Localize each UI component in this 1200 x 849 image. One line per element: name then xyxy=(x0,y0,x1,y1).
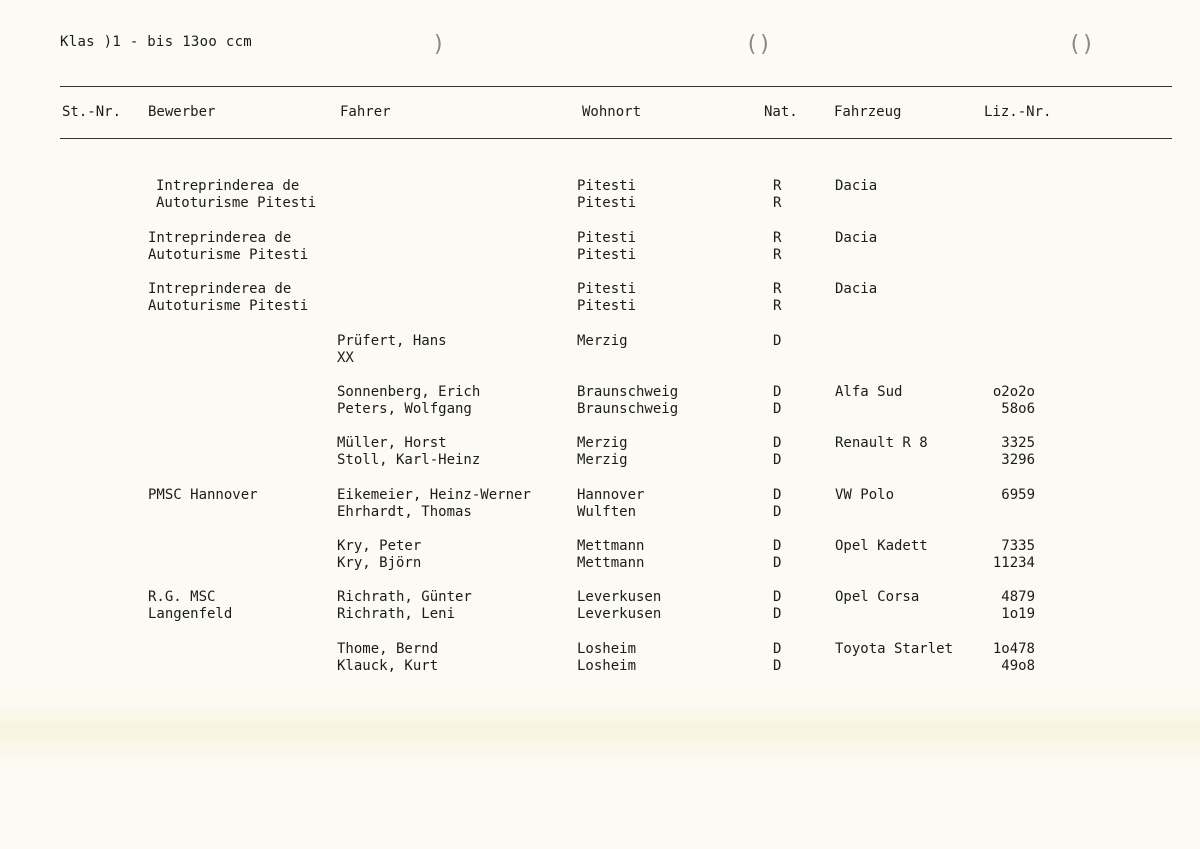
liz-nr-cell: 4879 xyxy=(1001,589,1035,605)
nat-cell: R xyxy=(773,230,782,246)
nat-cell: D xyxy=(773,538,782,554)
bewerber-cell: Intreprinderea de xyxy=(156,178,300,194)
liz-nr-cell: o2o2o xyxy=(992,384,1035,400)
wohnort-cell: Leverkusen xyxy=(577,589,662,605)
fahrer-cell: Richrath, Leni xyxy=(337,606,456,622)
liz-nr-cell: 49o8 xyxy=(1001,658,1035,674)
bewerber-cell: Autoturisme Pitesti xyxy=(148,298,309,314)
wohnort-cell: Braunschweig xyxy=(577,401,679,417)
header-wohnort: Wohnort xyxy=(582,104,642,120)
liz-nr-cell: 6959 xyxy=(1001,487,1035,503)
nat-cell: R xyxy=(773,178,782,194)
fahrzeug-cell: Dacia xyxy=(835,281,878,297)
nat-cell: D xyxy=(773,504,782,520)
nat-cell: D xyxy=(773,555,782,571)
wohnort-cell: Pitesti xyxy=(577,230,637,246)
nat-cell: D xyxy=(773,401,782,417)
liz-nr-cell: 1o478 xyxy=(992,641,1035,657)
fahrzeug-cell: Dacia xyxy=(835,178,878,194)
punch-hole-mark: () xyxy=(745,32,772,57)
nat-cell: R xyxy=(773,281,782,297)
wohnort-cell: Braunschweig xyxy=(577,384,679,400)
paper-stain xyxy=(0,700,1200,760)
bewerber-cell: PMSC Hannover xyxy=(148,487,258,503)
fahrer-cell: Stoll, Karl-Heinz xyxy=(337,452,481,468)
bewerber-cell: Langenfeld xyxy=(148,606,233,622)
wohnort-cell: Losheim xyxy=(577,641,637,657)
header-fahrer: Fahrer xyxy=(340,104,391,120)
nat-cell: D xyxy=(773,658,782,674)
nat-cell: D xyxy=(773,384,782,400)
header-bewerber: Bewerber xyxy=(148,104,216,120)
fahrer-cell: Thome, Bernd xyxy=(337,641,439,657)
nat-cell: D xyxy=(773,487,782,503)
wohnort-cell: Pitesti xyxy=(577,178,637,194)
fahrzeug-cell: VW Polo xyxy=(835,487,895,503)
header-liz-nr: Liz.-Nr. xyxy=(984,104,1052,120)
nat-cell: R xyxy=(773,247,782,263)
punch-hole-mark: ) xyxy=(432,32,446,57)
header-fahrzeug: Fahrzeug xyxy=(834,104,902,120)
fahrer-cell: Ehrhardt, Thomas xyxy=(337,504,472,520)
wohnort-cell: Mettmann xyxy=(577,538,645,554)
punch-hole-mark: () xyxy=(1068,32,1095,57)
nat-cell: D xyxy=(773,641,782,657)
fahrer-cell: Klauck, Kurt xyxy=(337,658,439,674)
fahrzeug-cell: Opel Corsa xyxy=(835,589,920,605)
liz-nr-cell: 3296 xyxy=(1001,452,1035,468)
liz-nr-cell: 1o19 xyxy=(1001,606,1035,622)
wohnort-cell: Pitesti xyxy=(577,298,637,314)
fahrer-cell: Prüfert, Hans xyxy=(337,333,447,349)
wohnort-cell: Merzig xyxy=(577,435,628,451)
header-st-nr: St.-Nr. xyxy=(62,104,122,120)
nat-cell: R xyxy=(773,298,782,314)
liz-nr-cell: 58o6 xyxy=(1001,401,1035,417)
wohnort-cell: Leverkusen xyxy=(577,606,662,622)
liz-nr-cell: 3325 xyxy=(1001,435,1035,451)
header-top-rule xyxy=(60,86,1172,87)
bewerber-cell: Intreprinderea de xyxy=(148,230,292,246)
fahrer-cell: Richrath, Günter xyxy=(337,589,472,605)
liz-nr-cell: 7335 xyxy=(1001,538,1035,554)
liz-nr-cell: 11234 xyxy=(992,555,1035,571)
fahrer-cell: Sonnenberg, Erich xyxy=(337,384,481,400)
wohnort-cell: Merzig xyxy=(577,333,628,349)
fahrer-cell: Peters, Wolfgang xyxy=(337,401,472,417)
nat-cell: D xyxy=(773,589,782,605)
bewerber-cell: Autoturisme Pitesti xyxy=(148,247,309,263)
nat-cell: D xyxy=(773,452,782,468)
fahrer-cell: Eikemeier, Heinz-Werner xyxy=(337,487,531,503)
wohnort-cell: Pitesti xyxy=(577,195,637,211)
nat-cell: D xyxy=(773,606,782,622)
fahrer-cell: Müller, Horst xyxy=(337,435,447,451)
header-nat: Nat. xyxy=(764,104,798,120)
nat-cell: R xyxy=(773,195,782,211)
bewerber-cell: R.G. MSC xyxy=(148,589,216,605)
wohnort-cell: Losheim xyxy=(577,658,637,674)
nat-cell: D xyxy=(773,435,782,451)
fahrer-cell: Kry, Björn xyxy=(337,555,422,571)
wohnort-cell: Mettmann xyxy=(577,555,645,571)
fahrzeug-cell: Renault R 8 xyxy=(835,435,928,451)
wohnort-cell: Merzig xyxy=(577,452,628,468)
fahrzeug-cell: Opel Kadett xyxy=(835,538,928,554)
bewerber-cell: Autoturisme Pitesti xyxy=(156,195,317,211)
fahrer-cell: XX xyxy=(337,350,354,366)
fahrzeug-cell: Toyota Starlet xyxy=(835,641,954,657)
nat-cell: D xyxy=(773,333,782,349)
wohnort-cell: Pitesti xyxy=(577,281,637,297)
fahrzeug-cell: Dacia xyxy=(835,230,878,246)
header-bottom-rule xyxy=(60,138,1172,139)
wohnort-cell: Pitesti xyxy=(577,247,637,263)
wohnort-cell: Hannover xyxy=(577,487,645,503)
wohnort-cell: Wulften xyxy=(577,504,637,520)
fahrer-cell: Kry, Peter xyxy=(337,538,422,554)
fahrzeug-cell: Alfa Sud xyxy=(835,384,903,400)
bewerber-cell: Intreprinderea de xyxy=(148,281,292,297)
class-label: Klas )1 - bis 13oo ccm xyxy=(60,34,253,50)
